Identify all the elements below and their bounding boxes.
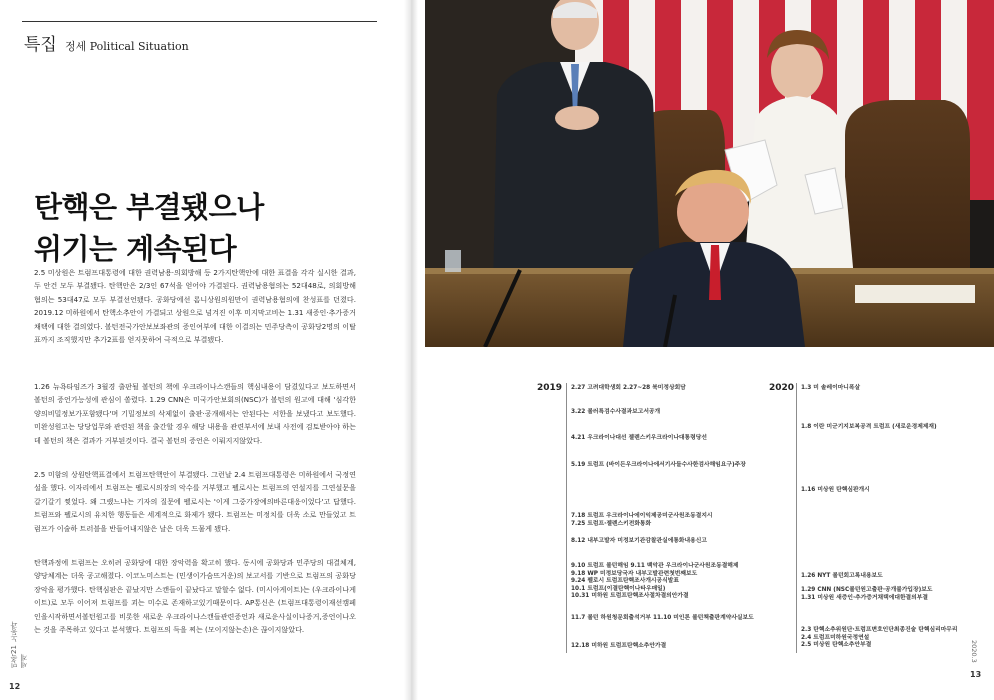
header-rule	[22, 21, 377, 22]
timeline-event	[571, 643, 666, 651]
timeline-event-line: 9.10 트럼프 볼턴해임 9.11 백악관 우크라이나군사원조동결해제	[571, 563, 739, 569]
headline-line-1: 탄핵은 부결됐으나	[34, 190, 264, 224]
body-paragraph-4: 탄핵과정에 트럼프는 오히려 공화당에 대한 장악력을 확고히 했다. 동시에 공화당과 민주당의 대결체계, 양당체계는 더욱 공고해졌다. 이코노미스트는 (민생이가슴뜨거운)의 보고서를 기반으로 트럼프의 공화당 장악을 평가했다. 탄핵심판은 끝났지만 스캔들이 끝났다고 말할수 없다. (미시아게이트)는 (우크라이나게이트)로 모두 이어져 트럼프를 괴는 미수로 존재하고있기때문이다. AP통신은 (트럼프대통령이재선캠페인을시작하면서볼턴원고를 비롯한 새로운 우크라이나스캔들관련증언과 새로운사실이나증거,증언이나오는 것을 주목하고 있다고 분석했다. 트럼프의 득을 찌는 (모이지않는손)은 끊이지않았다.	[34, 558, 356, 635]
timeline-event	[801, 627, 958, 650]
section-label	[24, 30, 189, 55]
timeline-event-line: 1.26 NYT 볼턴회고록내용보도	[801, 573, 883, 579]
timeline-event	[571, 563, 739, 601]
timeline-event	[571, 385, 686, 393]
timeline-event-line: 2.3 탄핵소추위원단·트럼프변호인단최종진술 탄핵심리마무리	[801, 627, 958, 633]
page-number-right: 13	[970, 670, 982, 679]
timeline-event-line: 3.22 볼러특검수사결과보고서공개	[571, 409, 661, 415]
spread-gutter	[404, 0, 418, 700]
timeline-event-line: 8.12 내부고발자 미정보기관감찰관실에통화내용신고	[571, 538, 707, 544]
timeline-event-line: 10.1 트럼프(이결탄핵이나타우매일)	[571, 585, 666, 592]
section-subtitle: 정세 Political Situation	[64, 40, 189, 53]
timeline	[425, 347, 994, 700]
timeline-event	[571, 435, 707, 443]
timeline-year-2020: 2020	[769, 383, 795, 393]
timeline-event	[571, 462, 746, 470]
timeline-event	[571, 409, 660, 417]
folio-right	[970, 640, 984, 679]
timeline-event-line: 9.18 WP 미정보당국자 내부고발관련첫번째보도	[571, 570, 698, 577]
section-title: 특집	[24, 35, 57, 55]
timeline-event-line: 1.8 이란 미군기지보복공격 트럼프 (새로운경제제재)	[801, 424, 937, 430]
timeline-line-2020	[796, 383, 797, 653]
body-paragraph-2: 1.26 뉴욕타임즈가 3월경 출판될 볼턴의 책에 우크라이나스캔들의 핵심내용이 담겼있다고 보도하면서 볼턴의 증언가능성에 관심이 쏠렸다. 1.29 CNN은 미국가안보회의(NSC)가 볼턴의 원고에 대해 '심각한양의비밀정보가포함됐다'며 기밀정보의 삭제없이 출판·공개해서는 안된다는 서한을 보냈다고 보도했다. 미완성원고는 당당업무와 관련된 책을 출간할 경우 해당 내용을 관련부서에 보내 사전에 검토받아야 하는데 볼턴의 책은 결과가 거부된것이다. 결국 볼턴의 증언은 이뤄지지않았다.	[34, 382, 356, 445]
timeline-event	[571, 538, 707, 546]
page-number-left: 12	[9, 682, 21, 691]
timeline-event-line: 1.3 미 솔레이마니폭살	[801, 385, 861, 391]
timeline-event-line: 2.27 고려대학생회 2.27~28 북미정상회담	[571, 385, 686, 391]
magazine-name: 민족21 노동과세계	[10, 621, 28, 668]
timeline-event-line: 11.7 볼턴 하원청문회출석거부 11.10 미인론 볼턴책출판계약사실보도	[571, 615, 754, 621]
state-of-union-photo	[425, 0, 994, 347]
timeline-event	[801, 385, 860, 393]
folio-left	[9, 620, 28, 691]
issue-date: 2020.3	[970, 640, 978, 663]
timeline-event	[801, 573, 883, 581]
timeline-event-line: 10.31 미하원 트럼프탄핵조사절차결의안가결	[571, 593, 689, 599]
timeline-event	[801, 424, 937, 432]
timeline-event-line: 7.18 트럼프 우크라이나에이익제공미군사원조동결지시	[571, 513, 713, 519]
timeline-event-line: 2.4 트럼프미하원국정연설	[801, 634, 870, 641]
body-paragraph-3: 2.5 미함의 상원탄핵표결에서 트럼프탄핵안이 부결됐다. 그런날 2.4 트럼프대통령은 미하원에서 국정연설을 했다. 이자리에서 트럼프는 펠로시의장의 악수를 거부했고 펠로시는 트럼프의 연설지를 그연설문을 갈기갈기 찢었다. 왜 그랬느냐는 기자의 질문에 펠로시는 '이게 그중가장예의바른대응이었다'고 답했다. 트럼프와 펠로시의 유치한 행동들은 세계적으로 화제가 됐다. 트럼프는 미정치를 더욱 소로 만들었고 트럼프가 이술하 트러블을 반들어내지않은 날은 더욱 드물게 됐다.	[34, 470, 356, 533]
timeline-event-line: 1.29 CNN (NSC볼턴원고출판·공개불가입장)보도	[801, 587, 933, 593]
timeline-year-2019: 2019	[537, 383, 563, 393]
body-paragraph-1: 2.5 미상원은 트럼프대통령에 대한 권력남용·의회방해 등 2가지탄핵안에 대한 표결을 각각 실시한 결과, 두 안건 모두 부결됐다. 탄핵안은 2/3인 67석을 얻어야 가결된다. 권력남용혐의는 52대48로, 의회방해혐의는 53대47로 모두 부결선언됐다. 공화당에선 롬니상원의원만이 권력남용혐의에 찬성표를 던졌다. 2019.12 미하원에서 탄핵소추안이 가결되고 상원으로 넘겨진 이후 미지막고비는 1.31 새증인·추가증거채택에 대한 결의였다. 볼턴전국가안보보좌관의 증인여부에 대한 이결의는 민주당측이 공화당2명의 이탈표까지 조직했지만 추가2표를 얻지못하여 극적으로 부결됐다.	[34, 268, 356, 345]
timeline-event-line: 12.18 미하원 트럼프탄핵소추안가결	[571, 643, 667, 649]
timeline-event-line: 2.5 미상원 탄핵소추안부결	[801, 642, 872, 648]
timeline-event	[801, 487, 870, 495]
timeline-event	[571, 615, 754, 623]
headline-line-2: 위기는 계속된다	[34, 232, 237, 266]
timeline-event-line: 1.16 미상원 탄핵심판개시	[801, 487, 870, 493]
timeline-event	[571, 513, 713, 528]
article-headline	[34, 186, 264, 270]
timeline-event-line: 5.19 트럼프 (바이든우크라이나에서기사들수사한검사해임요구)주장	[571, 462, 746, 468]
timeline-event-line: 9.24 펠로시 트럼프탄핵조사개시공식발표	[571, 578, 679, 584]
timeline-line-2019	[566, 383, 567, 653]
timeline-event	[801, 587, 932, 602]
article-photo	[425, 0, 994, 347]
timeline-event-line: 1.31 미상원 새증인·추가증거채택에대한결의부결	[801, 594, 928, 601]
timeline-event-line: 7.25 트럼프·젤렌스키전화통화	[571, 520, 652, 527]
timeline-event-line: 4.21 우크라이나대선 젤렌스키우크라이나대통령당선	[571, 435, 707, 441]
